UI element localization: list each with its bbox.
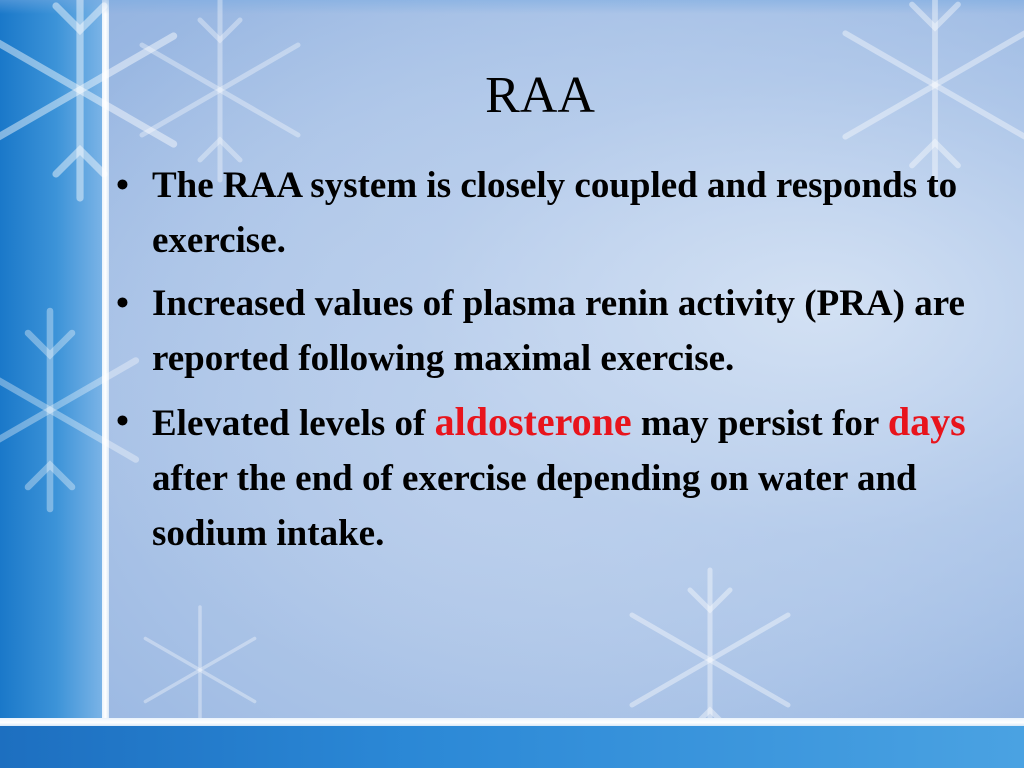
bullet-text: after the end of exercise depending on water and sodium intake. (152, 458, 917, 554)
slide-title: RAA (485, 67, 595, 124)
bullet-marker: • (116, 401, 129, 442)
bullet-item (112, 394, 1012, 561)
bullet-text: Elevated levels of (152, 403, 435, 444)
emphasized-term: aldosterone (434, 399, 632, 444)
bullet-text: Increased values of plasma renin activity (PRA) are reported following maximal exercise. (152, 283, 965, 379)
bullet-item (112, 158, 1012, 268)
bullet-text: The RAA system is closely coupled and responds to exercise. (152, 165, 958, 261)
bullet-marker: • (116, 283, 129, 324)
bullet-list (112, 158, 1012, 569)
emphasized-term: days (887, 399, 966, 444)
bottom-accent-band (0, 726, 1024, 768)
bullet-text: may persist for (631, 403, 888, 444)
left-accent-line (102, 0, 109, 768)
bullet-item (112, 276, 1012, 386)
bullet-marker: • (116, 165, 129, 206)
top-shade (0, 0, 1024, 14)
left-accent-band (0, 0, 102, 768)
